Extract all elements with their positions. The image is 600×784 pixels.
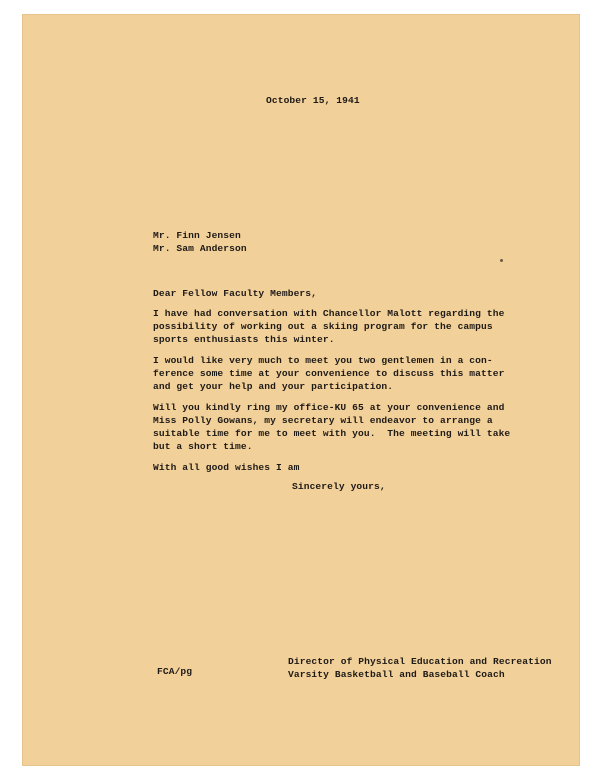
paragraph-line: I have had conversation with Chancellor Malott regarding the — [153, 308, 505, 319]
salutation: Dear Fellow Faculty Members, — [153, 288, 318, 299]
paragraph-line: possibility of working out a skiing program for the campus — [153, 321, 493, 332]
paragraph-line: I would like very much to meet you two gentlemen in a con- — [153, 355, 493, 366]
letter-date: October 15, 1941 — [266, 95, 360, 106]
recipient-line: Mr. Sam Anderson — [153, 243, 247, 254]
paper-speck — [500, 259, 503, 262]
paragraph-line: Miss Polly Gowans, my secretary will endeavor to arrange a — [153, 415, 493, 426]
recipient-line: Mr. Finn Jensen — [153, 230, 241, 241]
paragraph-line: but a short time. — [153, 441, 253, 452]
paragraph-line: sports enthusiasts this winter. — [153, 334, 335, 345]
paragraph-line: ference some time at your convenience to discuss this matter — [153, 368, 505, 379]
valediction: Sincerely yours, — [292, 481, 386, 492]
signature-title: Varsity Basketball and Baseball Coach — [288, 669, 505, 680]
paragraph-line: suitable time for me to meet with you. The meeting will take — [153, 428, 511, 439]
closing-wish: With all good wishes I am — [153, 462, 300, 473]
signature-title: Director of Physical Education and Recreation — [288, 656, 552, 667]
paragraph-line: Will you kindly ring my office-KU 65 at your convenience and — [153, 402, 505, 413]
typist-initials: FCA/pg — [157, 666, 193, 677]
paragraph-line: and get your help and your participation. — [153, 381, 394, 392]
